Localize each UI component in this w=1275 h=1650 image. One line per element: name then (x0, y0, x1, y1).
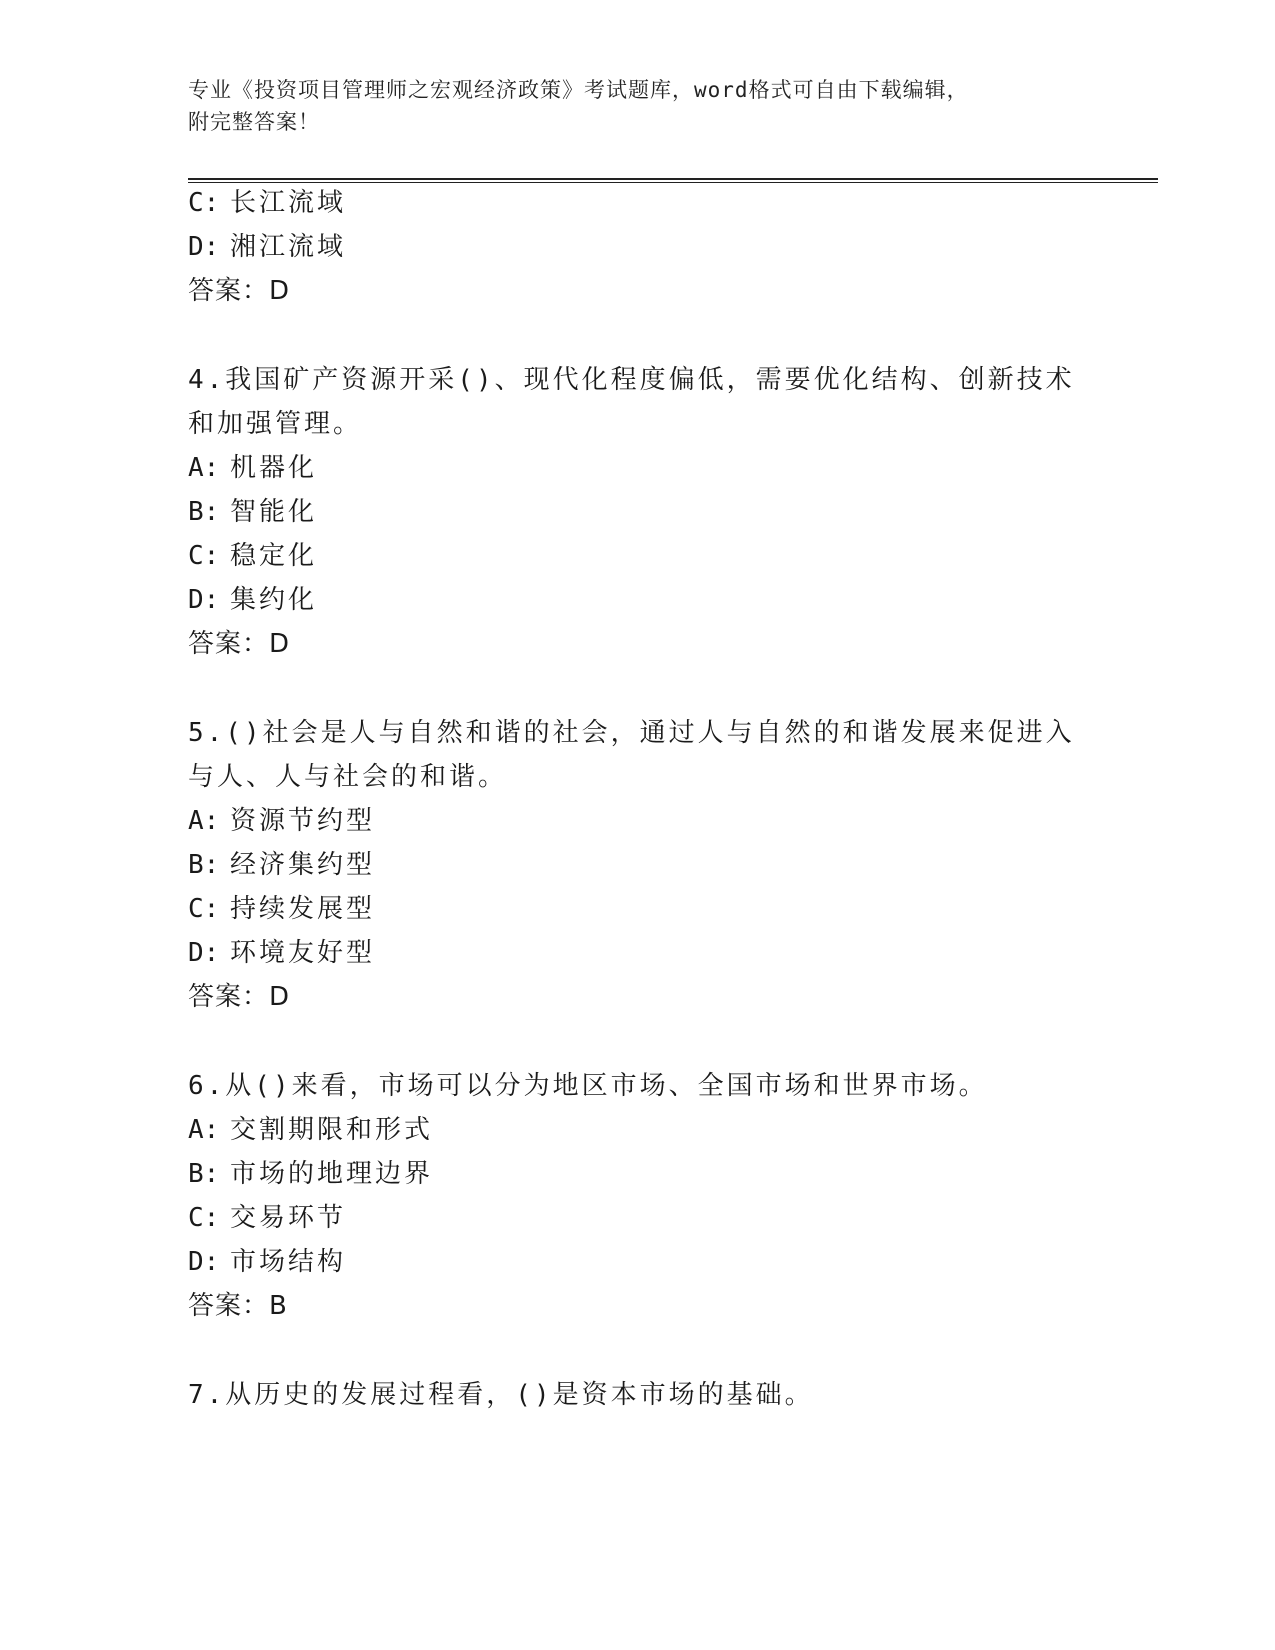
option-letter: A: (188, 806, 220, 836)
q4-stem-line-1: 4.我国矿产资源开采()、现代化程度偏低，需要优化结构、创新技术 (188, 365, 1075, 395)
q6-stem-line-1: 6.从()来看，市场可以分为地区市场、全国市场和世界市场。 (188, 1071, 988, 1101)
option-letter: A: (188, 453, 220, 483)
q5-option-b (188, 850, 375, 880)
q4-stem-line-2: 和加强管理。 (188, 409, 363, 439)
option-letter: D: (188, 1247, 220, 1277)
q6-option-c (188, 1203, 346, 1233)
option-text: 稳定化 (230, 541, 318, 571)
q5-option-a (188, 806, 375, 836)
q3-option-c (188, 188, 346, 218)
option-letter: C: (188, 541, 220, 571)
q3-option-d (188, 232, 346, 262)
q5-answer: 答案：D (188, 982, 291, 1012)
option-text: 集约化 (230, 585, 318, 615)
option-text: 机器化 (230, 453, 318, 483)
option-text: 交易环节 (230, 1203, 347, 1233)
option-text: 市场的地理边界 (230, 1159, 434, 1189)
q3-answer: 答案：D (188, 276, 291, 306)
q5-stem-line-1: 5.()社会是人与自然和谐的社会，通过人与自然的和谐发展来促进入 (188, 718, 1075, 748)
option-text: 环境友好型 (230, 938, 376, 968)
q5-stem-line-2: 与人、人与社会的和谐。 (188, 762, 508, 792)
option-text: 持续发展型 (230, 894, 376, 924)
document-header (188, 74, 1088, 138)
q4-answer: 答案：D (188, 629, 291, 659)
header-line-1: 专业《投资项目管理师之宏观经济政策》考试题库，word格式可自由下载编辑， (188, 78, 969, 102)
q4-option-d (188, 585, 317, 615)
option-text: 市场结构 (230, 1247, 347, 1277)
q5-option-c (188, 894, 375, 924)
q5-option-d (188, 938, 375, 968)
option-text: 资源节约型 (230, 806, 376, 836)
option-letter: B: (188, 497, 220, 527)
header-line-2: 附完整答案！ (188, 110, 320, 134)
q6-answer: 答案：B (188, 1291, 288, 1321)
q6-option-b (188, 1159, 433, 1189)
q4-option-a (188, 453, 317, 483)
q7-stem-line-1: 7.从历史的发展过程看，()是资本市场的基础。 (188, 1380, 814, 1410)
option-text: 湘江流域 (230, 232, 347, 262)
option-letter: D: (188, 232, 220, 262)
option-text: 智能化 (230, 497, 318, 527)
q4-option-c (188, 541, 317, 571)
option-text: 交割期限和形式 (230, 1115, 434, 1145)
option-letter: A: (188, 1115, 220, 1145)
q4-option-b (188, 497, 317, 527)
option-letter: B: (188, 1159, 220, 1189)
option-letter: C: (188, 188, 220, 218)
option-letter: D: (188, 938, 220, 968)
option-letter: B: (188, 850, 220, 880)
option-letter: C: (188, 1203, 220, 1233)
option-text: 经济集约型 (230, 850, 376, 880)
q6-option-a (188, 1115, 433, 1145)
q6-option-d (188, 1247, 346, 1277)
header-divider (188, 178, 1158, 183)
option-text: 长江流域 (230, 188, 347, 218)
option-letter: D: (188, 585, 220, 615)
option-letter: C: (188, 894, 220, 924)
